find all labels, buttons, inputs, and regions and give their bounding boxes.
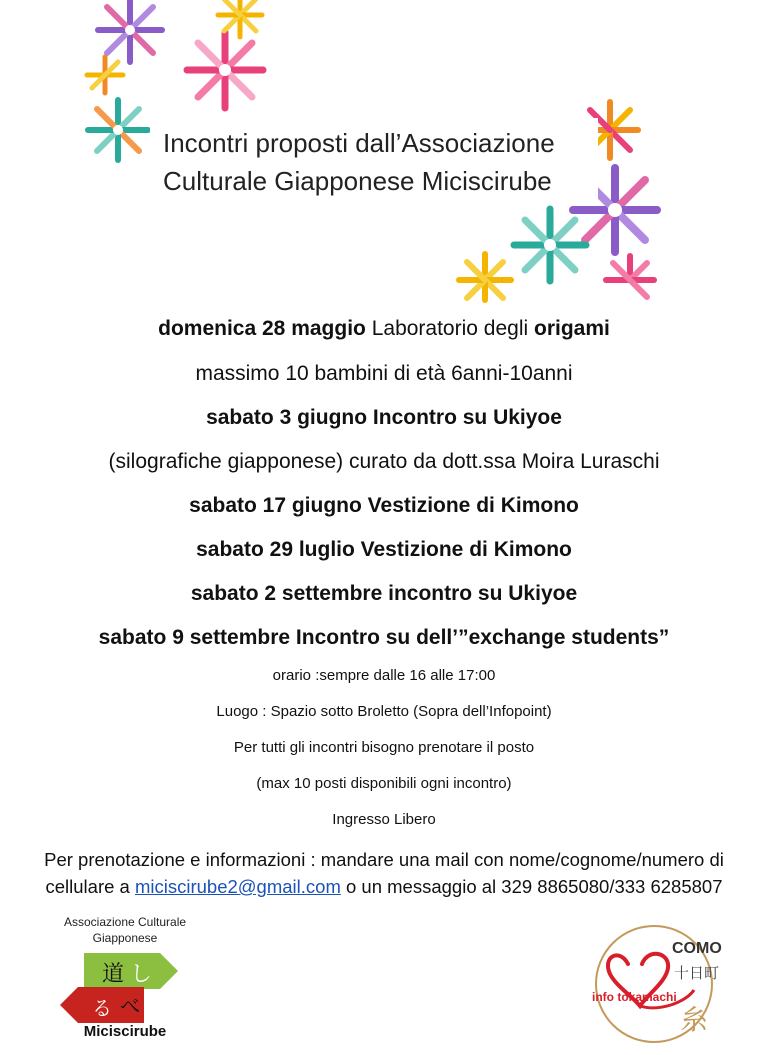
info-prenotare: Per tutti gli incontri bisogno prenotare il posto	[233, 739, 535, 756]
info-luogo: Luogo : Spazio sotto Broletto (Sopra dell’Infopoint)	[216, 703, 552, 720]
contact-prefix: cellulare a	[45, 876, 135, 897]
logo-info-tokamachi	[590, 920, 740, 1045]
contact-line-1: Per prenotazione e informazioni : mandare una mail con nome/cognome/numero di	[44, 849, 724, 870]
svg-text:道: 道	[102, 962, 125, 987]
logo-right-como: COMO	[672, 940, 722, 957]
title-line-2: Culturale Giapponese Miciscirube	[163, 166, 552, 196]
info-ingresso: Ingresso Libero	[332, 811, 436, 828]
event-text: Laboratorio degli	[365, 317, 534, 340]
event-ukiyoe-1: sabato 3 giugno Incontro su Ukiyoe	[206, 406, 562, 429]
event-ukiyoe-2: sabato 2 settembre incontro su Ukiyoe	[190, 582, 578, 605]
info-orario: orario :sempre dalle 16 alle 17:00	[272, 667, 496, 684]
svg-text:し: し	[130, 962, 153, 987]
event-note-silografiche: (silografiche giapponese) curato da dott.ssa Moira Luraschi	[108, 450, 660, 473]
event-exchange-students: sabato 9 settembre Incontro su dell’”exchange students”	[98, 626, 670, 649]
event-date: domenica 28 maggio	[158, 317, 366, 340]
contact-line-2	[0, 873, 768, 900]
logo-right-kanji: 十日町	[674, 965, 720, 982]
logo-right-info: info tokamachi	[592, 990, 677, 1004]
email-link[interactable]: miciscirube2@gmail.com	[134, 876, 341, 897]
contact-block	[0, 846, 768, 900]
event-note-bambini: massimo 10 bambini di età 6anni-10anni	[195, 362, 573, 385]
svg-text:る: る	[92, 996, 112, 1020]
event-kimono-2: sabato 29 luglio Vestizione di Kimono	[196, 538, 572, 561]
info-posti: (max 10 posti disponibili ogni incontro)	[256, 775, 512, 792]
title-line-1: Incontri proposti dall’Associazione	[163, 128, 555, 158]
logo-left-line-1: Associazione Culturale	[63, 915, 187, 929]
logo-right-mark: 糸	[680, 1004, 709, 1035]
contact-suffix: o un messaggio al 329 8865080/333 6285807	[340, 876, 723, 897]
logo-miciscirube	[40, 915, 210, 1045]
event-origami	[0, 317, 768, 341]
event-highlight: origami	[534, 317, 610, 340]
logo-left-line-2: Giapponese	[92, 931, 158, 945]
logo-left-name: Miciscirube	[83, 1023, 167, 1040]
title-box	[150, 118, 598, 200]
event-kimono-1: sabato 17 giugno Vestizione di Kimono	[189, 494, 579, 517]
svg-text:べ: べ	[120, 994, 140, 1018]
signpost-icon	[52, 949, 192, 1023]
